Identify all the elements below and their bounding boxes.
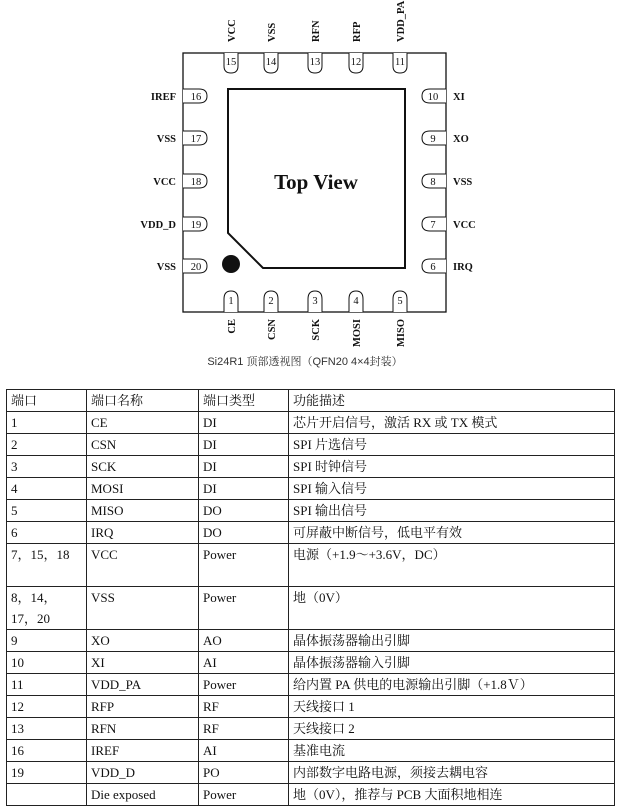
pin-19 xyxy=(140,217,207,231)
cell-function-desc: 天线接口 2 xyxy=(289,718,615,740)
cell-function-desc: 晶体振荡器输出引脚 xyxy=(289,630,615,652)
cell-port-name: VCC xyxy=(87,544,199,587)
cell-port-name: MISO xyxy=(87,500,199,522)
table-row xyxy=(7,696,615,718)
pin-label: VCC xyxy=(153,177,176,188)
cell-function-desc: 基准电流 xyxy=(289,740,615,762)
cell-function-desc: SPI 输入信号 xyxy=(289,478,615,500)
top-view-label: Top View xyxy=(274,170,358,194)
pin-number: 18 xyxy=(190,177,202,188)
pin-label: MISO xyxy=(396,319,407,348)
pin-label: VSS xyxy=(453,177,473,188)
cell-port-type: DO xyxy=(199,522,289,544)
pin-number: 6 xyxy=(430,262,436,273)
cell-port-type: RF xyxy=(199,696,289,718)
pin-10 xyxy=(422,89,465,103)
cell-port-name: IREF xyxy=(87,740,199,762)
pin-number: 12 xyxy=(350,57,362,68)
header-port-type: 端口类型 xyxy=(199,390,289,412)
pin-label: VDD_PA xyxy=(396,0,407,42)
table-row xyxy=(7,630,615,652)
cell-function-desc: 给内置 PA 供电的电源输出引脚（+1.8Ｖ） xyxy=(289,674,615,696)
cell-function-desc: 晶体振荡器输入引脚 xyxy=(289,652,615,674)
cell-port-name: MOSI xyxy=(87,478,199,500)
pin-5 xyxy=(393,291,407,347)
cell-port-name: RFN xyxy=(87,718,199,740)
table-row xyxy=(7,522,615,544)
pin-7 xyxy=(422,217,476,231)
pin-4 xyxy=(349,291,363,347)
pin-6 xyxy=(422,259,473,273)
cell-function-desc: SPI 片选信号 xyxy=(289,434,615,456)
cell-function-desc: 地（0V） xyxy=(289,587,615,630)
pin-20 xyxy=(157,259,207,273)
pin-number: 3 xyxy=(312,296,318,307)
cell-port-type: Power xyxy=(199,784,289,806)
pin-label: IREF xyxy=(150,92,176,103)
table-row xyxy=(7,434,615,456)
pin-13 xyxy=(308,20,322,73)
chip-pinout-diagram xyxy=(0,0,620,380)
pin-label: VCC xyxy=(227,19,238,42)
cell-port: 13 xyxy=(7,718,87,740)
cell-port-name: XO xyxy=(87,630,199,652)
pin-label: IRQ xyxy=(453,262,473,273)
pin-label: SCK xyxy=(311,319,322,341)
pin-17 xyxy=(157,131,207,145)
cell-port-type: DI xyxy=(199,412,289,434)
cell-port-type: Power xyxy=(199,544,289,587)
pin-16 xyxy=(151,89,207,103)
cell-port-type: Power xyxy=(199,587,289,630)
cell-port-type: AO xyxy=(199,630,289,652)
cell-port: 19 xyxy=(7,762,87,784)
pin-number: 2 xyxy=(268,296,274,307)
table-row xyxy=(7,587,615,630)
table-row xyxy=(7,478,615,500)
header-port-name: 端口名称 xyxy=(87,390,199,412)
cell-port: 12 xyxy=(7,696,87,718)
cell-port: 1 xyxy=(7,412,87,434)
diagram-caption: Si24R1 顶部透视图（QFN20 4×4封装） xyxy=(207,356,403,368)
pin-label: VSS xyxy=(156,262,176,273)
pin-18 xyxy=(153,174,207,188)
pin-label: VDD_D xyxy=(140,220,176,231)
cell-port-type: DI xyxy=(199,456,289,478)
cell-port-name: XI xyxy=(87,652,199,674)
pin-label: RFN xyxy=(311,20,322,42)
pin-number: 7 xyxy=(430,220,436,231)
cell-port: 2 xyxy=(7,434,87,456)
cell-function-desc: SPI 输出信号 xyxy=(289,500,615,522)
cell-port: 3 xyxy=(7,456,87,478)
pin-2 xyxy=(264,291,278,340)
cell-port-type: DI xyxy=(199,478,289,500)
cell-port-type: DI xyxy=(199,434,289,456)
cell-port-type: AI xyxy=(199,652,289,674)
pin-label: CE xyxy=(227,319,238,334)
table-row xyxy=(7,456,615,478)
pin-11 xyxy=(393,0,407,73)
pin-15 xyxy=(224,19,238,73)
pin-number: 11 xyxy=(394,57,406,68)
table-row xyxy=(7,674,615,696)
cell-port-name: VSS xyxy=(87,587,199,630)
cell-function-desc: 可屏蔽中断信号，低电平有效 xyxy=(289,522,615,544)
cell-port: 5 xyxy=(7,500,87,522)
pin-number: 17 xyxy=(190,134,202,145)
cell-port: 9 xyxy=(7,630,87,652)
pin-number: 4 xyxy=(353,296,359,307)
cell-port: 16 xyxy=(7,740,87,762)
cell-function-desc: SPI 时钟信号 xyxy=(289,456,615,478)
cell-function-desc: 电源（+1.9～+3.6V，DC） xyxy=(289,544,615,587)
table-row xyxy=(7,718,615,740)
cell-port xyxy=(7,784,87,806)
pin-number: 13 xyxy=(309,57,321,68)
pin-number: 10 xyxy=(427,92,439,103)
cell-port: 8，14，17，20 xyxy=(7,587,87,630)
cell-port-type: AI xyxy=(199,740,289,762)
pin-number: 5 xyxy=(397,296,403,307)
pin-number: 20 xyxy=(190,262,202,273)
pin-number: 19 xyxy=(190,220,202,231)
cell-function-desc: 芯片开启信号，激活 RX 或 TX 模式 xyxy=(289,412,615,434)
cell-port: 6 xyxy=(7,522,87,544)
cell-port-name: VDD_D xyxy=(87,762,199,784)
table-row xyxy=(7,740,615,762)
cell-port: 4 xyxy=(7,478,87,500)
table-header-row xyxy=(7,390,615,412)
pin-label: RFP xyxy=(352,21,363,42)
pin-number: 8 xyxy=(430,177,436,188)
cell-port-type: PO xyxy=(199,762,289,784)
table-row xyxy=(7,544,615,587)
pin-number: 1 xyxy=(228,296,234,307)
pin-label: XO xyxy=(453,134,469,145)
cell-port: 10 xyxy=(7,652,87,674)
cell-port-type: DO xyxy=(199,500,289,522)
pin1-marker-dot xyxy=(222,255,240,273)
table-row xyxy=(7,784,615,806)
pin-3 xyxy=(308,291,322,341)
pin-9 xyxy=(422,131,469,145)
cell-function-desc: 天线接口 1 xyxy=(289,696,615,718)
cell-port: 11 xyxy=(7,674,87,696)
pin-label: MOSI xyxy=(352,319,363,348)
cell-port-name: SCK xyxy=(87,456,199,478)
cell-port-name: CE xyxy=(87,412,199,434)
pin-number: 16 xyxy=(190,92,202,103)
table-row xyxy=(7,412,615,434)
table-row xyxy=(7,500,615,522)
pin-description-table xyxy=(6,389,615,806)
cell-port-name: RFP xyxy=(87,696,199,718)
cell-port-type: Power xyxy=(199,674,289,696)
cell-port-name: VDD_PA xyxy=(87,674,199,696)
pin-label: VCC xyxy=(453,220,476,231)
pin-label: VSS xyxy=(156,134,176,145)
pin-label: CSN xyxy=(267,319,278,341)
cell-function-desc: 地（0V），推荐与 PCB 大面积地相连 xyxy=(289,784,615,806)
table-row xyxy=(7,652,615,674)
pin-number: 15 xyxy=(225,57,237,68)
header-function-desc: 功能描述 xyxy=(289,390,615,412)
cell-port: 7，15，18 xyxy=(7,544,87,587)
pin-8 xyxy=(422,174,472,188)
table-row xyxy=(7,762,615,784)
cell-port-type: RF xyxy=(199,718,289,740)
cell-function-desc: 内部数字电路电源，须接去耦电容 xyxy=(289,762,615,784)
pin-label: VSS xyxy=(267,22,278,42)
pin-number: 9 xyxy=(430,134,436,145)
pin-number: 14 xyxy=(265,57,277,68)
cell-port-name: IRQ xyxy=(87,522,199,544)
pin-label: XI xyxy=(453,92,465,103)
pin-12 xyxy=(349,21,363,73)
cell-port-name: CSN xyxy=(87,434,199,456)
pin-14 xyxy=(264,23,278,73)
header-port: 端口 xyxy=(7,390,87,412)
cell-port-name: Die exposed xyxy=(87,784,199,806)
